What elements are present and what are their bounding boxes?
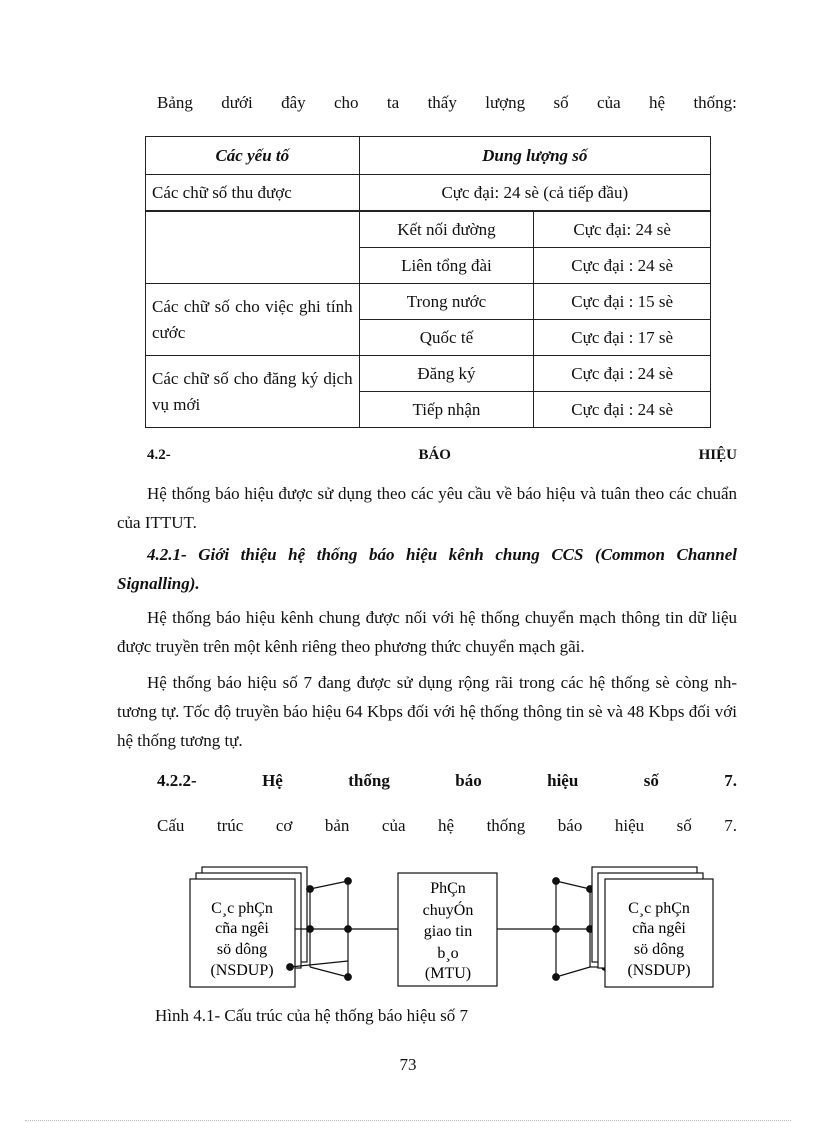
heading-word: báo (455, 771, 482, 790)
structure-word: số (676, 816, 692, 835)
intro-word: thống: (693, 93, 737, 112)
center-box-line: giao tin (423, 923, 473, 940)
row-label-empty (146, 211, 360, 284)
center-box-line: (MTU) (424, 965, 472, 982)
paragraph-ccs: Hệ thống báo hiệu kênh chung được nối với hệ thống chuyển mạch thông tin dữ liệu được truyền trên một kênh riêng theo phương thức chuyển mạch gãi. (117, 608, 737, 656)
heading-word: Hệ (262, 771, 283, 790)
right-box-line: sö dông (633, 941, 685, 958)
row-value: Cực đại : 24 sè (534, 356, 711, 392)
row-label: Các chữ số thu được (146, 175, 360, 212)
heading-word: thống (348, 771, 390, 790)
row-value: Cực đại : 24 sè (534, 392, 711, 428)
header-factor: Các yếu tố (146, 137, 360, 175)
intro-word: lượng (485, 93, 526, 112)
heading-word: số (643, 771, 659, 790)
structure-word: của (381, 816, 406, 835)
table-row (146, 356, 711, 392)
intro-word: thấy (427, 93, 457, 112)
intro-word: của (597, 93, 621, 112)
left-box-line: C¸c phÇn (211, 900, 273, 917)
ss7-structure-diagram (180, 865, 725, 995)
intro-word: dưới (221, 93, 253, 112)
left-box-line: (NSDUP) (210, 962, 274, 979)
row-value: Cực đại: 24 sè (534, 211, 711, 248)
heading-word: 4.2.2- (157, 771, 197, 790)
left-box-line: sö dông (216, 941, 268, 958)
paragraph-ss7: Hệ thống báo hiệu số 7 đang được sử dụng rộng rãi trong các hệ thống sè còng nh tương tự. Tốc độ truyền báo hiệu 64 Kbps đối với hệ thống thông tin sè và 48 Kbps đối với hệ thống tương tự. (117, 673, 737, 750)
figure-caption: Hình 4.1- Cấu trúc của hệ thống báo hiệu số 7 (155, 1006, 469, 1025)
row-subitem: Trong nước (359, 284, 534, 320)
page-number: 73 (399, 1055, 417, 1074)
row-subitem: Tiếp nhận (359, 392, 534, 428)
row-subitem: Quốc tế (359, 320, 534, 356)
row-label: Các chữ số cho việc ghi tính cước (146, 284, 360, 356)
structure-word: cơ (275, 816, 293, 835)
intro-line (157, 93, 737, 113)
section-number: 4.2- (147, 447, 171, 463)
row-value: Cực đại: 24 sè (cả tiếp đầu) (359, 175, 710, 212)
intro-word: hệ (649, 93, 666, 112)
intro-word: ta (386, 93, 400, 112)
table-row (146, 211, 711, 248)
intro-word: cho (334, 93, 359, 112)
structure-word: 7. (724, 816, 737, 835)
structure-word: hệ (438, 816, 455, 835)
capacity-table (145, 136, 711, 428)
right-box-line: C¸c phÇn (628, 900, 690, 917)
heading-422 (157, 771, 737, 791)
row-value: Cực đại : 17 sè (534, 320, 711, 356)
table-header-row (146, 137, 711, 175)
row-value: Cực đại : 15 sè (534, 284, 711, 320)
structure-word: Cấu (157, 816, 185, 835)
heading-421: 4.2.1- Giới thiệu hệ thống báo hiệu kênh chung CCS (Common Channel Signalling). (117, 545, 737, 593)
intro-word: đây (281, 93, 306, 112)
section-42-heading (147, 447, 737, 464)
right-box-line: cña ngêi (632, 920, 686, 937)
intro-word: Bảng (157, 93, 193, 112)
header-capacity: Dung lượng số (359, 137, 710, 175)
page-bottom-rule (25, 1120, 791, 1121)
paragraph-signalling: Hệ thống báo hiệu được sử dụng theo các yêu cầu về báo hiệu và tuân theo các chuẩn của ITTUT. (117, 484, 737, 532)
center-box-line: chuyÓn (422, 902, 474, 919)
section-word: BÁO (418, 447, 451, 463)
structure-word: trúc (216, 816, 244, 835)
center-box-line: b¸o (437, 945, 459, 962)
row-subitem: Đăng ký (359, 356, 534, 392)
table-row (146, 175, 711, 212)
row-value: Cực đại : 24 sè (534, 248, 711, 284)
heading-word: hiệu (547, 771, 579, 790)
row-subitem: Kết nối đường (359, 211, 534, 248)
structure-line (157, 816, 737, 836)
structure-word: báo (557, 816, 583, 835)
structure-word: bản (324, 816, 350, 835)
structure-word: thống (486, 816, 526, 835)
structure-word: hiệu (614, 816, 645, 835)
table-row (146, 284, 711, 320)
row-subitem: Liên tổng đài (359, 248, 534, 284)
section-word: HIỆU (698, 447, 737, 463)
center-box-line: PhÇn (430, 880, 466, 897)
left-box-line: cña ngêi (215, 920, 269, 937)
row-label: Các chữ số cho đăng ký dịch vụ mới (146, 356, 360, 428)
right-box-line: (NSDUP) (627, 962, 691, 979)
intro-word: số (553, 93, 569, 112)
heading-word: 7. (724, 771, 737, 790)
